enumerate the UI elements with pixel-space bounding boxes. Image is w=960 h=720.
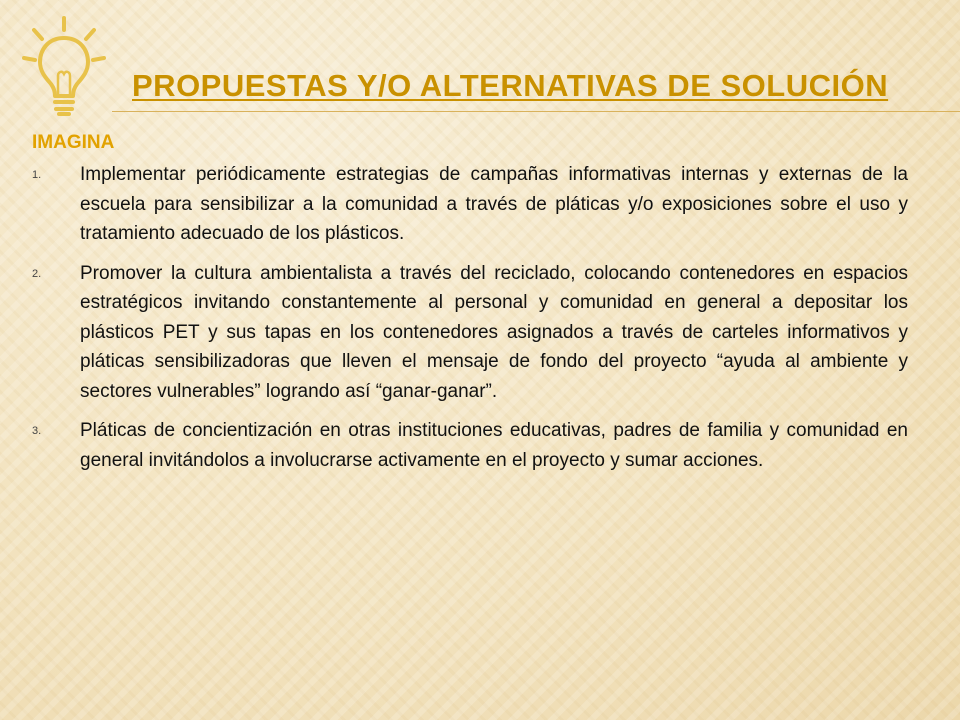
item-text: Pláticas de concientización en otras instituciones educativas, padres de familia y comunidad en general invitándolos a involucrarse activamente en el proyecto y sumar acciones. [80,420,908,471]
list-item [32,416,908,475]
proposal-list [32,160,908,485]
title-divider [112,111,960,112]
list-item [32,259,908,407]
item-number: 3. [32,425,42,437]
item-text: Implementar periódicamente estrategias de campañas informativas internas y externas de la escuela para sensibilizar a la comunidad a través de pláticas y/o exposiciones sobre el uso y tratamiento adecuado de los plásticos. [80,164,908,244]
item-number: 2. [32,267,42,280]
item-number: 1. [32,169,42,181]
item-text: Promover la cultura ambientalista a través del reciclado, colocando contenedores en espacios estratégicos invitando constantemente al personal y comunidad en general a depositar los plásticos PET y sus tapas en los contenedores asignados a través de carteles informativos y pláticas sensibilizadoras que lleven el mensaje de fondo del proyecto “ayuda al ambiente y sectores vulnerables” logrando así “ganar-ganar”. [80,262,908,402]
lightbulb-icon [22,14,106,118]
slide-title: PROPUESTAS Y/O ALTERNATIVAS DE SOLUCIÓN [132,68,889,103]
section-label: IMAGINA [32,132,115,153]
list-item [32,160,908,249]
